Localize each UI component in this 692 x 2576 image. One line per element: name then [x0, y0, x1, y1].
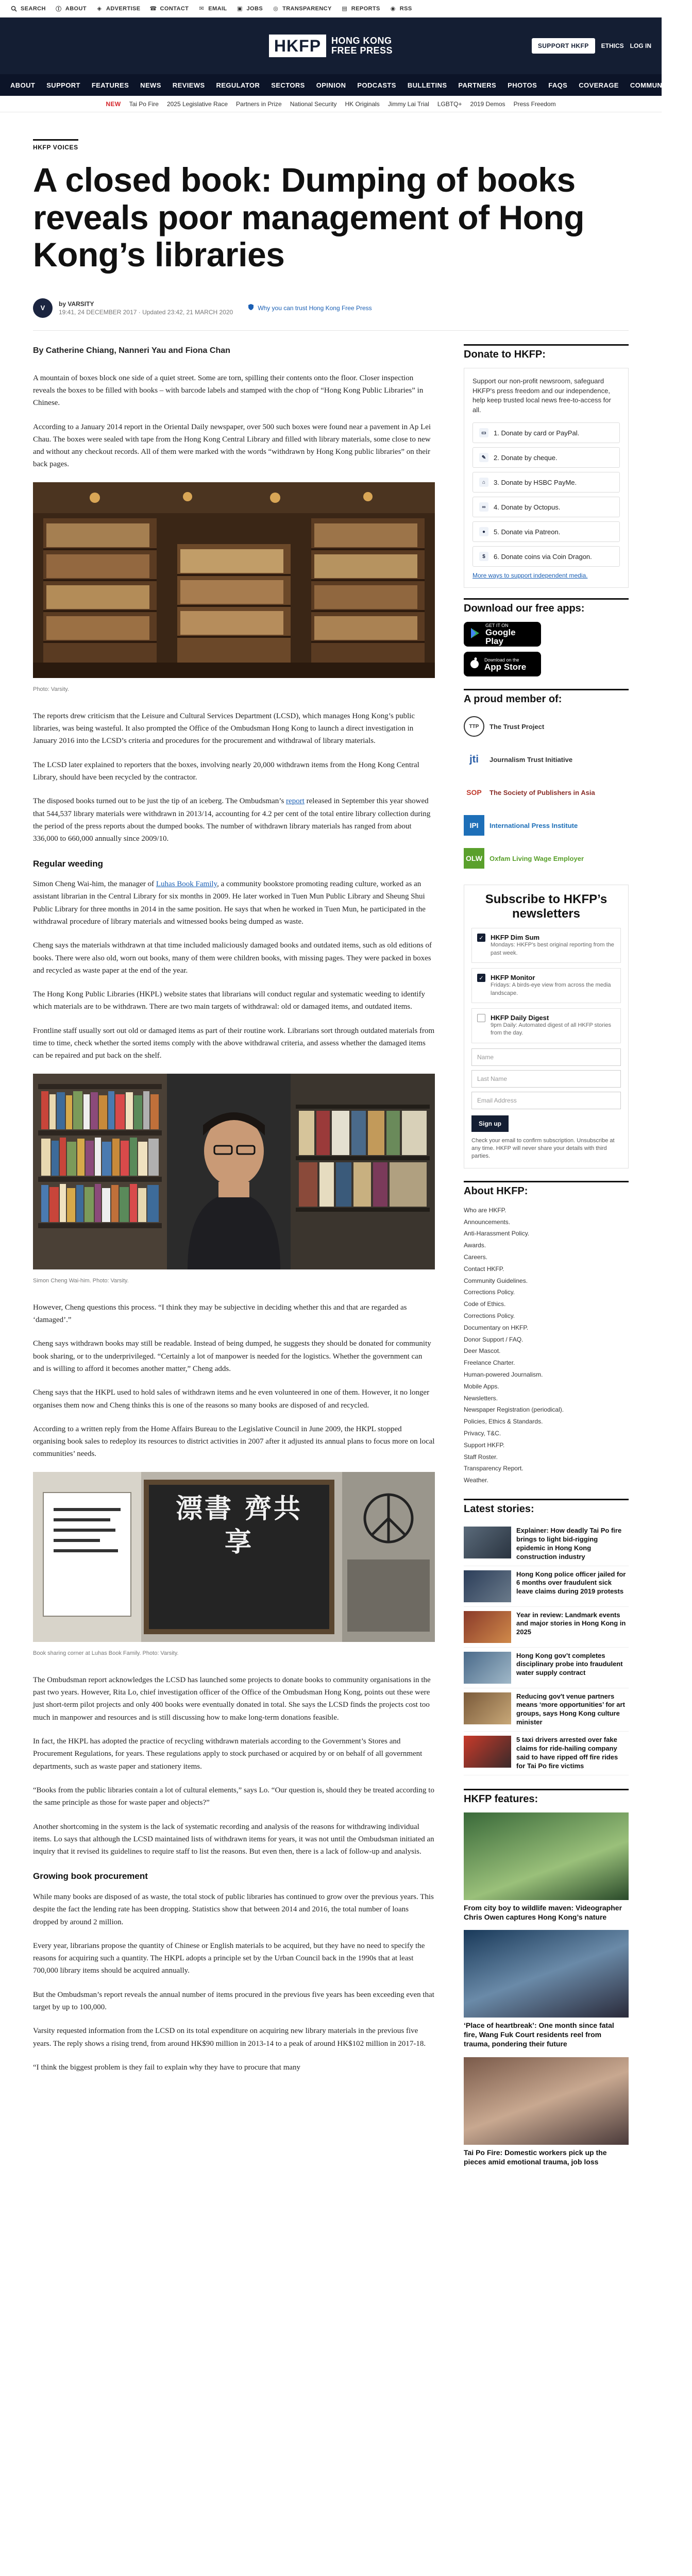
- about-link[interactable]: Documentary on HKFP.: [464, 1324, 529, 1331]
- trending-label: NEW: [106, 100, 121, 108]
- paragraph: “I think the biggest problem is they fail to explain why they have to procure that many: [33, 2063, 301, 2072]
- sign-chalkboard-text: 漂書 齊共享: [175, 1493, 303, 1558]
- donate-box: [464, 368, 629, 588]
- latest-story[interactable]: Hong Kong police officer jailed for 6 months over fraudulent sick leave claims during 2019 protests: [464, 1566, 629, 1607]
- about-link[interactable]: Policies, Ethics & Standards.: [464, 1418, 543, 1426]
- google-play-button[interactable]: GET IT ON Google Play: [464, 622, 541, 647]
- paragraph: The Ombudsman report acknowledges the LCSD has launched some projects to donate books to community organisations in the past two years. However, Rita Lo, chief investigation officer of the Office of the Ombudsman Hong Kong, points out these were just short-term pilot projects and only 400 books were eventually donated in total. She says the LCSD finds the projects cost too much in manpower and resources and is still discussing how to make long-term donations feasible.: [33, 1675, 431, 1722]
- search-icon: [10, 5, 18, 12]
- latest-story[interactable]: Reducing gov't venue partners means ‘more opportunities’ for art groups, says Hong Kong culture minister: [464, 1688, 629, 1732]
- nav-item[interactable]: REVIEWS: [172, 81, 205, 89]
- nav-item[interactable]: FAQS: [548, 81, 568, 89]
- jti-icon: jti: [469, 753, 479, 765]
- octopus-icon: ∞: [479, 502, 488, 512]
- paragraph: But the Ombudsman’s report reveals the annual number of items procured in the previous five years has been exceeding even that target by up to 100,000.: [33, 1990, 434, 2011]
- story-thumbnail: [464, 1611, 511, 1643]
- nav-item[interactable]: SECTORS: [271, 81, 305, 89]
- newsletter-box: [464, 885, 629, 1168]
- masthead-actions: [532, 38, 651, 54]
- sopa-icon: SOP: [466, 788, 482, 797]
- donate-option[interactable]: ▭ 1. Donate by card or PayPal.: [472, 422, 620, 443]
- story-thumbnail: [464, 1527, 511, 1558]
- byline-meta: by VARSITY 19:41, 24 DECEMBER 2017 · Updated 23:42, 21 MARCH 2020: [59, 300, 233, 316]
- figure-book-sharing-corner: [33, 1472, 435, 1658]
- about-link[interactable]: Staff Roster.: [464, 1453, 498, 1461]
- figure-caption: Book sharing corner at Luhas Book Family. Photo: Varsity.: [33, 1650, 179, 1657]
- rss-icon: ◉: [390, 6, 396, 12]
- cheque-icon: ✎: [479, 453, 488, 462]
- reports-icon: ▤: [342, 6, 348, 12]
- nav-item[interactable]: PHOTOS: [508, 81, 537, 89]
- photo-book-sharing-corner[interactable]: [33, 1472, 435, 1646]
- figure-library-shelves: [33, 482, 435, 694]
- donate-option[interactable]: ⌂ 3. Donate by HSBC PayMe.: [472, 472, 620, 493]
- author-link[interactable]: VARSITY: [67, 300, 94, 308]
- signup-button[interactable]: Sign up: [471, 1115, 509, 1132]
- newsletter-note: Check your email to confirm subscription. Unsubscribe at any time. HKFP will never share your details with third parties.: [471, 1137, 615, 1160]
- feature-story[interactable]: ‘Place of heartbreak’: One month since fatal fire, Wang Fuk Court residents reel from trauma, pondering their future: [464, 1930, 629, 2049]
- about-link[interactable]: Anti-Harassment Policy.: [464, 1230, 530, 1238]
- about-link[interactable]: Privacy, T&C.: [464, 1430, 501, 1437]
- author-avatar[interactable]: V: [33, 298, 53, 318]
- logo-wordmark: HONG KONG FREE PRESS: [331, 36, 393, 56]
- bank-icon: ⌂: [479, 478, 488, 487]
- contact-icon: ☎: [149, 6, 157, 12]
- about-link[interactable]: Contact HKFP.: [464, 1265, 504, 1273]
- site-logo[interactable]: [269, 35, 393, 57]
- about-link[interactable]: Human-powered Journalism.: [464, 1371, 543, 1379]
- trust-link[interactable]: Why you can trust Hong Kong Free Press: [247, 303, 372, 312]
- about-heading: About HKFP:: [464, 1181, 629, 1197]
- feature-story[interactable]: Tai Po Fire: Domestic workers pick up the pieces amid emotional trauma, job loss: [464, 2057, 629, 2166]
- email-icon: ✉: [199, 6, 205, 12]
- trending-item[interactable]: Jimmy Lai Trial: [387, 100, 429, 108]
- story-thumbnail: [464, 1736, 511, 1768]
- paragraph: According to a written reply from the Home Affairs Bureau to the Legislative Council in June 2009, the HKPL stopped organising book sales to redeploy its resources to district activities in 2007 after it adjusted its annual plans to focus more on local communities’ needs.: [33, 1425, 435, 1459]
- story-thumbnail: [464, 1570, 511, 1602]
- utility-transparency[interactable]: ◎ TRANSPARENCY: [273, 5, 332, 12]
- coin-icon: $: [479, 552, 488, 561]
- feature-image: [464, 2057, 629, 2145]
- divider: [33, 330, 629, 331]
- paragraph: Cheng says that the HKPL used to hold sales of withdrawn items and he even volunteered in one of them. However, it no longer organises them now and Cheng thinks this is one of the reasons so many books are disposed of and recycled.: [33, 1388, 430, 1410]
- feature-image: [464, 1930, 629, 2018]
- photo-library-shelves[interactable]: [33, 482, 435, 682]
- utility-email[interactable]: ✉ EMAIL: [198, 5, 227, 12]
- latest-heading: Latest stories:: [464, 1499, 629, 1515]
- utility-contact[interactable]: ☎ CONTACT: [149, 5, 189, 12]
- about-link[interactable]: Corrections Policy.: [464, 1312, 515, 1320]
- about-link[interactable]: Mobile Apps.: [464, 1382, 499, 1390]
- section-heading: Regular weeding: [33, 858, 104, 869]
- trust-project-icon: TTP: [464, 716, 484, 737]
- donate-option[interactable]: $ 6. Donate coins via Coin Dragon.: [472, 546, 620, 567]
- paragraph: “Books from the public libraries contain a lot of cultural elements,” says Lo. “Our question is, should they be treated according to the same principle as those for waste paper and objects?”: [33, 1786, 434, 1807]
- card-icon: ▭: [479, 428, 488, 437]
- member-heading: A proud member of:: [464, 689, 629, 705]
- byline: [33, 298, 629, 318]
- about-link[interactable]: Awards.: [464, 1242, 486, 1249]
- article-title: A closed book: Dumping of books reveals poor management of Hong Kong’s libraries: [33, 161, 585, 274]
- article-kicker[interactable]: HKFP VOICES: [33, 139, 78, 151]
- nav-item[interactable]: OPINION: [316, 81, 346, 89]
- member-logo-jti[interactable]: jti Journalism Trust Initiative: [464, 745, 629, 773]
- about-link[interactable]: Weather.: [464, 1477, 488, 1484]
- feature-image: [464, 1812, 629, 1900]
- paragraph: Simon Cheng Wai-him, the manager of Luhas Book Family, a community bookstore promoting reading culture, worked as an assistant librarian in the Central Library for six months in 2009. He later worked in Tuen Mun Public Library and Sheung Shui Public Library for three months in 2014 in the same position. He says that when he worked in Tuen Mun, he participated in the withdrawal procedure of library materials and witnessed books being dumped as waste.: [33, 880, 426, 926]
- nav-item[interactable]: SUPPORT: [46, 81, 80, 89]
- checkbox-checked[interactable]: ✓: [477, 974, 485, 982]
- utility-jobs[interactable]: ▣ JOBS: [237, 5, 263, 12]
- google-play-icon: [470, 628, 480, 641]
- about-link[interactable]: Donor Support / FAQ.: [464, 1335, 524, 1343]
- story-thumbnail: [464, 1692, 511, 1724]
- latest-story[interactable]: Year in review: Landmark events and major stories in Hong Kong in 2025: [464, 1607, 629, 1648]
- about-link[interactable]: Freelance Charter.: [464, 1359, 515, 1367]
- checkbox-unchecked[interactable]: [477, 1014, 485, 1022]
- logo-mark: HKFP: [269, 35, 326, 57]
- info-icon: Ⓘ: [56, 6, 62, 12]
- nav-item[interactable]: BULLETINS: [407, 81, 447, 89]
- about-link[interactable]: Who are HKFP.: [464, 1206, 507, 1214]
- patreon-icon: ●: [479, 527, 488, 536]
- paragraph: According to a January 2014 report in the Oriental Daily newspaper, over 500 such boxes were found near a pavement in Ap Lei Chau. The boxes were sealed with tape from the Hong Kong Central Library and filled with library materials, some close to new and without any checkout records. All of them were marked with the words “withdrawn by Hong Kong public libraries” on their back pages.: [33, 422, 431, 469]
- main-nav: [0, 74, 673, 96]
- paragraph: The disposed books turned out to be just the tip of an iceberg. The Ombudsman’s report released in September this year showed that 544,537 library materials were withdrawn in 2013/14, accounting for 4.2 per cent of the total entire library collection during the period of the press reports about the dumped books. The number of withdrawn library materials has ranged from about 336,000 to 660,000 annually since 2009/10.: [33, 797, 431, 843]
- about-link[interactable]: Newspaper Registration (periodical).: [464, 1406, 564, 1414]
- member-logo-sopa[interactable]: SOP The Society of Publishers in Asia: [464, 778, 629, 806]
- latest-story[interactable]: Explainer: How deadly Tai Po fire brings to light bid-rigging epidemic in Hong Kong construction industry: [464, 1522, 629, 1566]
- latest-story[interactable]: 5 taxi drivers arrested over fake claims for ride-hailing company said to have ripped off fire rides for Tai Po fire victims: [464, 1732, 629, 1775]
- paragraph: While many books are disposed of as waste, the total stock of public libraries has continued to grow over the previous years. This despite the fact the lending rate has been dropping. Statistics show that between 2014 and 2016, the total number of loans dropped by around 2 million.: [33, 1892, 434, 1926]
- trending-item[interactable]: 2019 Demos: [470, 100, 505, 108]
- about-link[interactable]: Community Guidelines.: [464, 1277, 528, 1284]
- paragraph: In fact, the HKPL has adopted the practice of recycling withdrawn materials according to the Government’s Stores and Procurement Regulations, for years. These regulations apply to stock purchased or acquired by or on behalf of all government departments, such as waste paper and stationery items.: [33, 1737, 423, 1771]
- about-link[interactable]: Transparency Report.: [464, 1465, 524, 1472]
- trending-item[interactable]: 2025 Legislative Race: [166, 100, 228, 108]
- trending-item[interactable]: Press Freedom: [513, 100, 556, 108]
- about-link[interactable]: Corrections Policy.: [464, 1289, 515, 1296]
- nav-item[interactable]: PARTNERS: [458, 81, 497, 89]
- article-body: [33, 344, 435, 2175]
- paragraph: The LCSD later explained to reporters that the boxes, involving nearly 20,000 withdrawn items from the Hong Kong Central Library, should have been recycled by the contractor.: [33, 760, 419, 782]
- masthead: [0, 18, 662, 74]
- nav-item[interactable]: ABOUT: [10, 81, 36, 89]
- paragraph: Varsity requested information from the LCSD on its total expenditure on acquiring new library materials in the previous five years. The reply shows a rising trend, from around HK$90 million in 2013-14 to a peak of around HK$102 million in 2017-18.: [33, 2027, 426, 2048]
- trending-item[interactable]: LGBTQ+: [437, 100, 462, 108]
- member-logo-oxfam[interactable]: OLW Oxfam Living Wage Employer: [464, 844, 629, 872]
- utility-reports[interactable]: ▤ REPORTS: [342, 5, 380, 12]
- photo-simon-cheng[interactable]: [33, 1074, 435, 1274]
- apps-heading: Download our free apps:: [464, 598, 629, 615]
- ipi-icon: IPI: [464, 815, 484, 836]
- donate-description: Support our non-profit newsroom, safeguard HKFP's press freedom and our independence, help keep trusted local news free-to-access for all.: [472, 377, 611, 414]
- donate-option[interactable]: ∞ 4. Donate by Octopus.: [472, 497, 620, 517]
- nav-search-icon[interactable]: [685, 80, 692, 90]
- nav-item[interactable]: REGULATOR: [216, 81, 260, 89]
- trending-item[interactable]: National Security: [290, 100, 337, 108]
- utility-search[interactable]: SEARCH: [10, 5, 46, 12]
- member-logo-ipi[interactable]: IPI International Press Institute: [464, 811, 629, 839]
- latest-list: [464, 1522, 629, 1775]
- utility-about[interactable]: Ⓘ ABOUT: [56, 5, 87, 12]
- newsletter-option-monitor[interactable]: ✓ HKFP Monitor Fridays: A birds-eye view from across the media landscape.: [471, 968, 621, 1003]
- ombudsman-report-link[interactable]: report: [286, 797, 305, 806]
- paragraph: A mountain of boxes block one side of a quiet street. Some are torn, spilling their contents onto the floor. Closer inspection reveals the boxes to be filled with books – with barcode labels and stamped with the chop of “Hong Kong Public Libraries” in Chinese.: [33, 374, 424, 408]
- about-link[interactable]: Deer Mascot.: [464, 1347, 501, 1355]
- newsletter-option-daily-digest[interactable]: HKFP Daily Digest 9pm Daily: Automated digest of all HKFP stories from the day.: [471, 1008, 621, 1043]
- figure-simon-cheng: [33, 1074, 435, 1286]
- paragraph: Cheng says withdrawn books may still be readable. Instead of being dumped, he suggests they should be donated for community book sharing, or to the underprivileged. “Certainly a lot of manpower is needed for the logistics. Whether the government can and is willing to afford it becomes another matter,” Cheng adds.: [33, 1340, 431, 1373]
- donate-heading: Donate to HKFP:: [464, 344, 629, 361]
- sidebar: [464, 344, 629, 2175]
- about-link[interactable]: Code of Ethics.: [464, 1300, 506, 1308]
- member-logo-trust-project[interactable]: TTP The Trust Project: [464, 713, 629, 740]
- latest-story[interactable]: Hong Kong gov’t completes disciplinary probe into fraudulent water supply contract: [464, 1648, 629, 1688]
- trending-item[interactable]: HK Originals: [345, 100, 380, 108]
- about-link[interactable]: Announcements.: [464, 1218, 511, 1226]
- shield-icon: [247, 303, 255, 312]
- newsletter-option-dim-sum[interactable]: ✓ HKFP Dim Sum Mondays: HKFP's best original reporting from the past week.: [471, 928, 621, 963]
- nav-item[interactable]: COVERAGE: [579, 81, 619, 89]
- trending-item[interactable]: Tai Po Fire: [129, 100, 159, 108]
- jobs-icon: ▣: [237, 6, 243, 12]
- article-dates: 19:41, 24 DECEMBER 2017 · Updated 23:42, 21 MARCH 2020: [59, 308, 233, 316]
- nav-item[interactable]: COMMUNITY: [630, 81, 673, 89]
- email-input[interactable]: Email Address: [471, 1092, 621, 1109]
- app-store-button[interactable]: Download on the App Store: [464, 652, 541, 676]
- paragraph: Frontline staff usually sort out old or damaged items as part of their routine work. Librarians sort through outdated materials from time to time, check whether the sorted items comply with the above withdrawal criteria, and assess whether the damaged items can be repaired and put back on the shelf.: [33, 1026, 435, 1060]
- trending-item[interactable]: Partners in Prize: [236, 100, 282, 108]
- member-list: [464, 713, 629, 872]
- luhas-book-family-link[interactable]: Luhas Book Family: [156, 880, 217, 889]
- last-name-input[interactable]: Last Name: [471, 1070, 621, 1088]
- login-link[interactable]: LOG IN: [630, 42, 651, 49]
- feature-story[interactable]: From city boy to wildlife maven: Videographer Chris Owen captures Hong Kong’s nature: [464, 1812, 629, 1922]
- paragraph: The reports drew criticism that the Leisure and Cultural Services Department (LCSD), which manages Hong Kong’s public libraries, was being wasteful. It also prompted the Office of the Ombudsman Hong Kong to launch a direct investigation in January 2016 into the LCSD’s criteria and procedures for the procurement and withdrawal of library materials.: [33, 711, 415, 745]
- utility-bar: [0, 0, 662, 18]
- paragraph: Cheng says the materials withdrawn at that time included maliciously damaged books and outdated items, such as old editions of books. There were also old, worn out books, many of them were children books, with missing pages. They were packed in boxes and recycled as waste paper at the end of the year.: [33, 941, 432, 975]
- trending-bar: [0, 96, 662, 112]
- apple-icon: [470, 657, 479, 671]
- about-list: [464, 1205, 629, 1486]
- nav-item[interactable]: NEWS: [140, 81, 161, 89]
- checkbox-checked[interactable]: ✓: [477, 934, 485, 942]
- section-heading: Growing book procurement: [33, 1871, 148, 1882]
- advertise-icon: ◈: [97, 6, 102, 12]
- paragraph: The Hong Kong Public Libraries (HKPL) website states that librarians will conduct regular and systematic weeding to identify which materials are to be withdrawn. There are two main targets of withdrawal: old or damaged items, and outdated items.: [33, 990, 426, 1011]
- nav-item[interactable]: FEATURES: [91, 81, 129, 89]
- more-ways-link[interactable]: More ways to support independent media.: [472, 572, 588, 580]
- paragraph: Another shortcoming in the system is the lack of systematic recording and analysis of the reasons for withdrawing individual items. Lo says that although the LCSD maintained lists of withdrawn items for years, it was not until the Ombudsman initiated an inquiry that it revised its guidelines to require staff to list the reasons. But even then, there is a lack of follow-up and analysis.: [33, 1822, 434, 1856]
- figure-caption: Photo: Varsity.: [33, 686, 69, 693]
- donate-option[interactable]: ✎ 2. Donate by cheque.: [472, 447, 620, 468]
- oxfam-icon: OLW: [464, 848, 484, 869]
- about-link[interactable]: Newsletters.: [464, 1394, 498, 1402]
- name-input[interactable]: Name: [471, 1048, 621, 1066]
- utility-advertise[interactable]: ◈ ADVERTISE: [96, 5, 141, 12]
- nav-item[interactable]: PODCASTS: [357, 81, 396, 89]
- article-wrap: [33, 139, 629, 2175]
- utility-rss[interactable]: ◉ RSS: [390, 5, 412, 12]
- features-heading: HKFP features:: [464, 1789, 629, 1805]
- transparency-icon: ◎: [273, 6, 279, 12]
- about-link[interactable]: Careers.: [464, 1253, 488, 1261]
- support-hkfp-button[interactable]: SUPPORT HKFP: [532, 38, 595, 54]
- article-authors: By Catherine Chiang, Nanneri Yau and Fiona Chan: [33, 346, 230, 355]
- donate-option[interactable]: ● 5. Donate via Patreon.: [472, 521, 620, 542]
- paragraph: Every year, librarians propose the quantity of Chinese or English materials to be acquired, but they have no need to specify the reasons for acquiring such a quantity. The HKPL adopts a principle set by the Urban Council back in the 1990s that at least 700,000 library items should be acquired annually.: [33, 1941, 425, 1975]
- story-thumbnail: [464, 1652, 511, 1684]
- ethics-link[interactable]: ETHICS: [601, 42, 624, 49]
- paragraph: However, Cheng questions this process. “I think they may be subjective in deciding whether this and that are regarded as ‘damaged’.”: [33, 1303, 407, 1325]
- figure-caption: Simon Cheng Wai-him. Photo: Varsity.: [33, 1277, 129, 1284]
- about-link[interactable]: Support HKFP.: [464, 1441, 505, 1449]
- newsletter-title: Subscribe to HKFP’s newsletters: [485, 892, 607, 921]
